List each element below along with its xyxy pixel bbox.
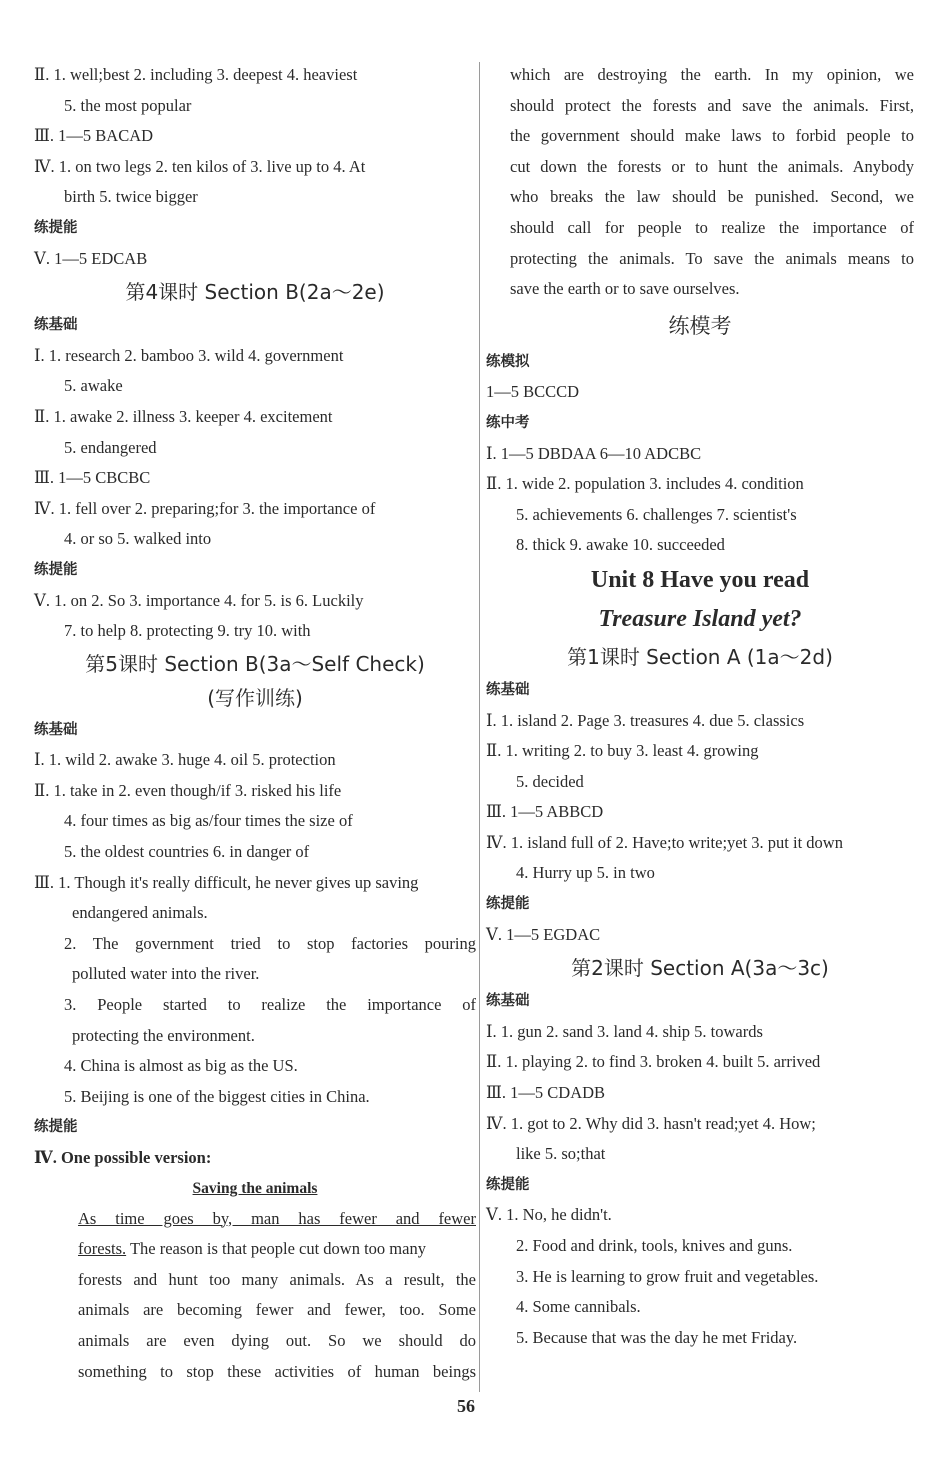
answer-line: 5. achievements 6. challenges 7. scientist's [516,504,797,524]
answer-line: Ⅴ. 1—5 EDCAB [34,248,148,268]
section-label: 练基础 [486,681,530,698]
essay-line: should call for people to realize the importance of [510,217,914,237]
answer-line: protecting the environment. [72,1025,255,1045]
answer-line: 4. Some cannibals. [516,1297,641,1317]
column-divider [479,62,480,1392]
essay-line: animals are becoming fewer and fewer, too. Some [78,1300,476,1320]
answer-line: Ⅰ. 1. gun 2. sand 3. land 4. ship 5. towards [486,1021,763,1041]
left-column [34,60,476,1387]
unit-subtitle: Treasure Island yet? [598,605,802,632]
lesson-heading: 第1课时 Section A (1a～2d) [567,644,833,669]
section-label: 练提能 [34,1119,78,1136]
section-heading: 练模考 [668,313,732,338]
section-label: 练中考 [486,414,530,431]
section-label: 练基础 [34,721,78,738]
essay-line: something to stop these activities of human beings [78,1361,476,1381]
answer-line: Ⅰ. 1—5 DBDAA 6—10 ADCBC [486,443,702,463]
answer-line: Ⅳ. One possible version: [34,1148,212,1167]
answer-line: Ⅳ. 1. island full of 2. Have;to write;yet 3. put it down [486,832,843,852]
answer-line: Ⅳ. 1. fell over 2. preparing;for 3. the importance of [34,498,376,518]
answer-line: Ⅱ. 1. awake 2. illness 3. keeper 4. excitement [34,406,333,426]
answer-line: 3. People started to realize the importance of [64,995,476,1015]
answer-line: birth 5. twice bigger [64,187,198,207]
answer-line: Ⅴ. 1. No, he didn't. [486,1205,612,1225]
answer-line: polluted water into the river. [72,964,260,984]
lesson-subheading: (写作训练) [207,685,303,710]
answer-line: Ⅴ. 1—5 EGDAC [486,924,601,944]
answer-line: Ⅱ. 1. writing 2. to buy 3. least 4. growing [486,741,759,761]
answer-line: Ⅰ. 1. research 2. bamboo 3. wild 4. government [34,345,344,365]
answer-line: Ⅰ. 1. island 2. Page 3. treasures 4. due 5. classics [486,710,805,730]
answer-line: 5. the oldest countries 6. in danger of [64,842,310,862]
lesson-heading: 第2课时 Section A(3a～3c) [571,956,829,981]
essay-line: which are destroying the earth. In my opinion, we [510,65,914,84]
answer-line: Ⅲ. 1. Though it's really difficult, he never gives up saving [34,872,419,892]
answer-line: Ⅱ. 1. playing 2. to find 3. broken 4. built 5. arrived [486,1052,821,1072]
section-label: 练提能 [486,896,530,913]
answer-line: 1—5 BCCCD [486,382,580,402]
answer-line: 8. thick 9. awake 10. succeeded [516,535,725,555]
answer-line: Ⅲ. 1—5 BACAD [34,126,154,146]
essay-line: forests and hunt too many animals. As a result, the [78,1269,476,1289]
answer-line: 4. China is almost as big as the US. [64,1056,298,1076]
essay-line: should protect the forests and save the animals. First, [510,95,914,115]
answer-line: endangered animals. [72,903,208,923]
answer-line: Ⅳ. 1. on two legs 2. ten kilos of 3. live up to 4. At [34,156,366,176]
answer-line: Ⅴ. 1. on 2. So 3. importance 4. for 5. is 6. Luckily [34,590,364,610]
answer-line: Ⅱ. 1. wide 2. population 3. includes 4. condition [486,474,804,494]
answer-line: Ⅳ. 1. got to 2. Why did 3. hasn't read;yet 4. How; [486,1113,816,1133]
essay-line: who breaks the law should be punished. Second, we [510,187,914,207]
essay-fragment: The reason is that people cut down too many [126,1239,426,1259]
answer-line: Ⅲ. 1—5 ABBCD [486,802,604,822]
answer-line: 4. Hurry up 5. in two [516,863,655,883]
section-label: 练提能 [34,561,78,578]
unit-title: Unit 8 Have you read [590,566,810,593]
section-label: 练提能 [34,219,78,236]
answer-line: 4. four times as big as/four times the size of [64,811,353,831]
essay-line: cut down the forests or to hunt the animals. Anybody [510,156,914,176]
lesson-heading: 第5课时 Section B(3a～Self Check) [85,651,425,676]
lesson-heading: 第4课时 Section B(2a～2e) [125,280,385,305]
essay-line: protecting the animals. To save the animals means to [510,248,914,268]
essay-line [34,1234,476,1265]
right-column [486,60,914,1353]
section-label: 练提能 [486,1176,530,1193]
answer-line: 3. He is learning to grow fruit and vegetables. [516,1266,819,1286]
section-label: 练基础 [486,993,530,1010]
answer-line: 5. Because that was the day he met Friday. [516,1327,798,1347]
essay-title: Saving the animals [192,1179,318,1197]
essay-line: the government should make laws to forbid people to [510,126,914,146]
answer-line: 2. The government tried to stop factories pouring [64,933,476,953]
essay-line: save the earth or to save ourselves. [510,279,740,299]
answer-line: 5. the most popular [64,95,192,115]
section-label: 练基础 [34,317,78,334]
answer-line: 7. to help 8. protecting 9. try 10. with [64,621,311,641]
essay-line: animals are even dying out. So we should do [78,1330,476,1350]
answer-line: 2. Food and drink, tools, knives and guns. [516,1236,793,1255]
essay-fragment: forests. [78,1239,127,1259]
answer-line: 5. endangered [64,437,157,457]
answer-line: Ⅲ. 1—5 CDADB [486,1083,606,1103]
section-label: 练模拟 [486,353,530,370]
answer-line: 5. Beijing is one of the biggest cities in China. [64,1086,370,1106]
answer-line: Ⅰ. 1. wild 2. awake 3. huge 4. oil 5. protection [34,750,336,770]
answer-line: like 5. so;that [516,1144,606,1164]
answer-line: 4. or so 5. walked into [64,529,212,549]
answer-line: Ⅱ. 1. well;best 2. including 3. deepest 4. heaviest [34,65,358,84]
answer-line: Ⅲ. 1—5 CBCBC [34,468,151,488]
page-number: 56 [457,1396,475,1416]
answer-line: 5. awake [64,376,123,396]
essay-line: As time goes by, man has fewer and fewer [78,1208,476,1228]
answer-line: 5. decided [516,771,584,791]
answer-line: Ⅱ. 1. take in 2. even though/if 3. risked his life [34,780,342,800]
